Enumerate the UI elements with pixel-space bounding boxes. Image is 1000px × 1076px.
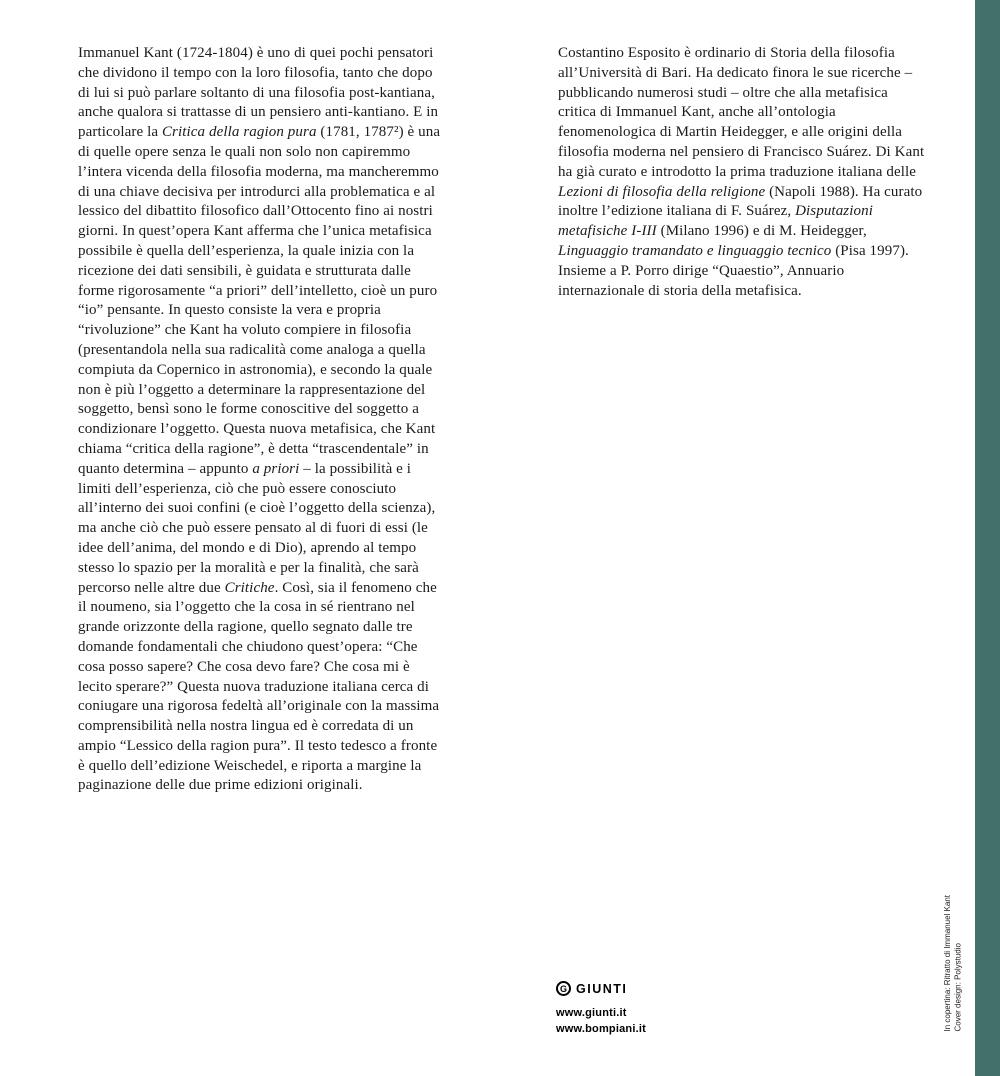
giunti-logo-icon: G	[556, 981, 571, 996]
website-bompiani: www.bompiani.it	[556, 1023, 646, 1035]
cover-credit-portrait: In copertina: Ritratto di Immanuel Kant	[943, 895, 952, 1032]
cover-credits	[943, 895, 964, 1032]
publisher-name: GIUNTI	[576, 981, 628, 996]
accent-stripe	[975, 0, 1000, 1076]
publisher-block	[556, 981, 646, 1037]
giunti-logo	[556, 981, 646, 996]
author-bio-text: Costantino Esposito è ordinario di Storia della filosofia all’Università di Bari. Ha dedicato finora le sue ricerche – pubblicando numerosi studi – oltre che alla metafisica critica di Immanuel Kant, anche all’ontologia fenomenologica di Martin Heidegger, e alle origini della filosofia moderna nel pensiero di Francisco Suárez. Di Kant ha già curato e introdotto la prima traduzione italiana delle Lezioni di filosofia della religione (Napoli 1988). Ha curato inoltre l’edizione italiana di F. Suárez, Disputazioni metafisiche I-III (Milano 1996) e di M. Heidegger, Linguaggio tramandato e linguaggio tecnico (Pisa 1997). Insieme a P. Porro dirige “Quaestio”, Annuario internazionale di storia della metafisica.	[558, 45, 925, 299]
kant-description-text: Immanuel Kant (1724-1804) è uno di quei pochi pensatori che dividono il tempo con la loro filosofia, tanto che dopo di lui si può parlare soltanto di una filosofia post-kantiana, anche qualora si trattasse di un pensiero anti-kantiano. E in particolare la Critica della ragion pura (1781, 1787²) è una di quelle opere senza le quali non solo non capiremmo l’intera vicenda della filosofia moderna, ma mancheremmo di una chiave decisiva per introdurci alla problematica e al lessico del dibattito filosofico dall’Ottocento fino ai nostri giorni. In quest’opera Kant afferma che l’unica metafisica possibile è quella dell’esperienza, la quale inizia con la ricezione dei dati sensibili, è guidata e strutturata dalle forme rigorosamente “a priori” dell’intelletto, cioè un puro “io” pensante. In questo consiste la vera e propria “rivoluzione” che Kant ha voluto compiere in filosofia (presentandola nella sua radicalità come analoga a quella compiuta da Copernico in astronomia), e secondo la quale non è più l’oggetto a determinare la rappresentazione del soggetto, bensì sono le forme conoscitive del soggetto a condizionare l’oggetto. Questa nuova metafisica, che Kant chiama “critica della ragione”, è detta “trascendentale” in quanto determina – appunto a priori – la possibilità e i limiti dell’esperienza, ciò che può essere conosciuto all’interno dei suoi confini (e cioè l’oggetto della scienza), ma anche ciò che può essere pensato al di fuori di essi (le idee dell’anima, del mondo e di Dio), aprendo al tempo stesso lo spazio per la moralità e per la finalità, che sarà percorso nelle altre due Critiche. Così, sia il fenomeno che il noumeno, sia l’oggetto che la cosa in sé rientrano nel grande orizzonte della ragione, quello segnato dalle tre domande fondamentali che chiudono quest’opera: “Che cosa posso sapere? Che cosa devo fare? Che cosa mi è lecito sperare?” Questa nuova traduzione italiana cerca di coniugare una rigorosa fedeltà all’originale con la massima comprensibilità nella nostra lingua ed è corredata di un ampio “Lessico della ragion pura”. Il testo tedesco a fronte è quello dell’edizione Weischedel, e riporta a margine la paginazione delle due prime edizioni originali.	[78, 45, 441, 794]
website-giunti: www.giunti.it	[556, 1007, 627, 1019]
website-list	[556, 1005, 646, 1037]
cover-credit-design: Cover design: Polystudio	[953, 943, 963, 1032]
